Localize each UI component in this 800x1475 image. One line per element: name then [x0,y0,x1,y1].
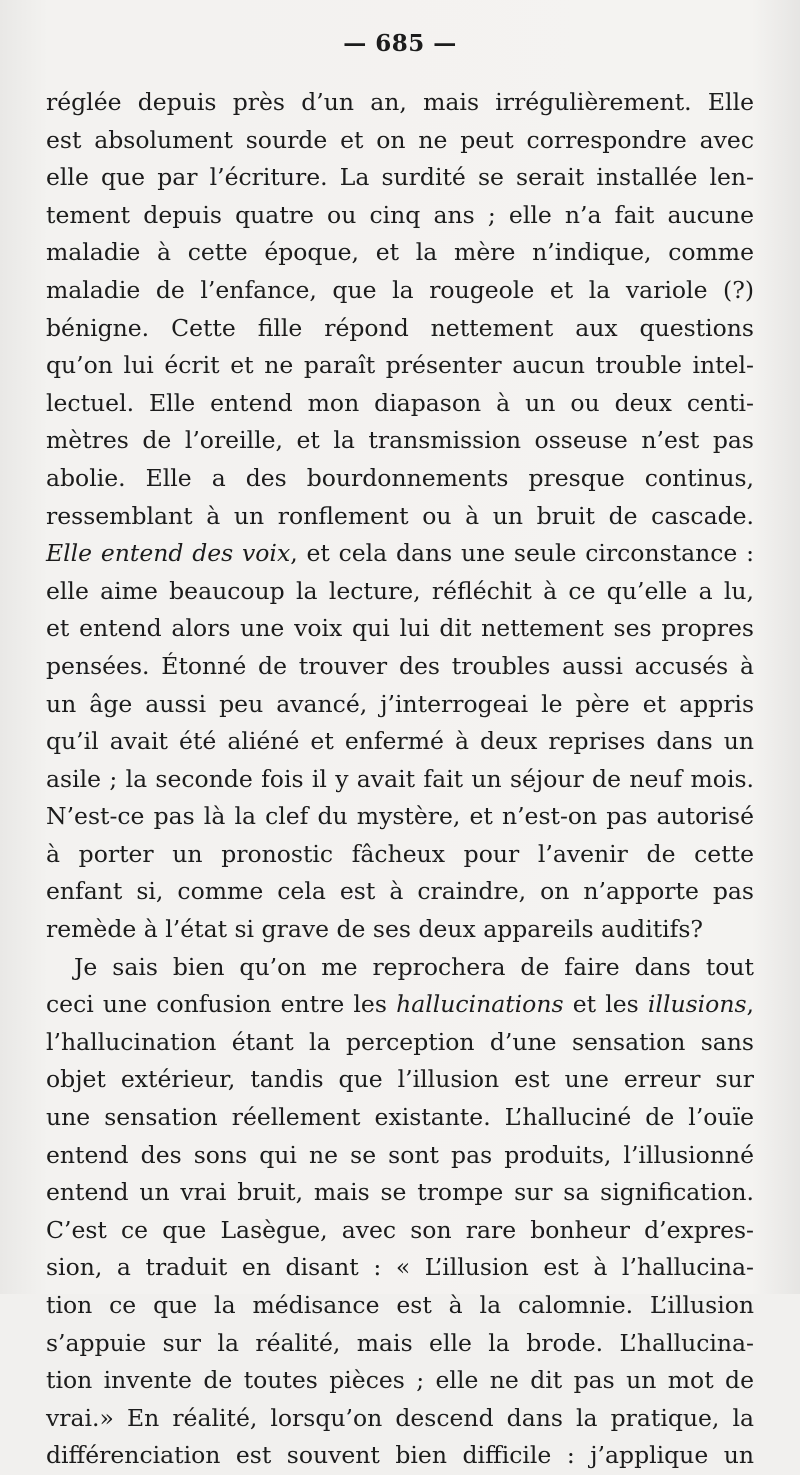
text-line: l’hallucination étant la perception d’une sensation sans [46,1027,754,1056]
text-line: tion ce que la médisance est à la calomnie. L’illusion [46,1291,754,1319]
text-line: bénigne. Cette fille répond nettement aux questions [46,313,754,342]
text-line: objet extérieur, tandis que l’illusion est une erreur sur [46,1065,754,1094]
page-number: — 685 — [343,30,457,57]
text-run: ceci une confusion entre les [46,990,397,1019]
text-line: maladie à cette époque, et la mère n’indique, comme [46,238,754,267]
text-line: sion, a traduit en disant : « L’illusion est à l’hallucina- [46,1253,754,1282]
body-text [46,84,754,1475]
text-line-mixed [46,535,754,573]
italic-term: illusions [647,990,747,1019]
text-line: elle aime beaucoup la lecture, réfléchit à ce qu’elle a lu, [46,576,754,605]
text-line: C’est ce que Lasègue, avec son rare bonheur d’expres- [46,1215,754,1244]
text-line: tion invente de toutes pièces ; elle ne dit pas un mot de [46,1366,754,1395]
text-line: pensées. Étonné de trouver des troubles aussi accusés à [46,651,754,680]
text-line: asile ; la seconde fois il y avait fait un séjour de neuf mois. [46,764,754,793]
text-line: réglée depuis près d’un an, mais irrégulièrement. Elle [46,88,754,116]
text-run: , [746,990,754,1019]
text-line: différenciation est souvent bien difficile : j’applique un [46,1441,754,1470]
italic-term: hallucinations [396,990,564,1019]
text-line: entend des sons qui ne se sont pas produits, l’illusionné [46,1140,754,1169]
text-line: et entend alors une voix qui lui dit nettement ses propres [46,614,754,643]
paragraph-last-line: remède à l’état si grave de ses deux appareils auditifs? [46,915,704,944]
text-line: enfant si, comme cela est à craindre, on n’apporte pas [46,877,754,906]
text-line: qu’il avait été aliéné et enfermé à deux reprises dans un [46,727,754,756]
text-line: abolie. Elle a des bourdonnements presque continus, [46,463,754,492]
text-line: est absolument sourde et on ne peut correspondre avec [46,125,754,154]
text-line: ressemblant à un ronflement ou à un bruit de cascade. [46,501,754,530]
text-line: tement depuis quatre ou cinq ans ; elle n’a fait aucune [46,200,754,229]
text-run: , et cela dans une seule circonstance : [290,539,754,568]
text-line: qu’on lui écrit et ne paraît présenter aucun trouble intel- [46,351,754,380]
text-line: à porter un pronostic fâcheux pour l’avenir de cette [46,839,754,868]
text-line: un âge aussi peu avancé, j’interrogeai le père et appris [46,689,754,718]
paragraph-first-line: Je sais bien qu’on me reprochera de faire dans tout [74,952,754,981]
italic-phrase: Elle entend des voix [46,539,291,568]
text-run: et les [563,990,648,1019]
text-line: s’appuie sur la réalité, mais elle la brode. L’hallucina- [46,1328,754,1357]
text-line: N’est-ce pas là la clef du mystère, et n’est-on pas autorisé [46,802,754,831]
text-line: entend un vrai bruit, mais se trompe sur sa signification. [46,1178,754,1207]
text-line: lectuel. Elle entend mon diapason à un ou deux centi- [46,388,754,417]
text-line: une sensation réellement existante. L’halluciné de l’ouïe [46,1103,754,1132]
text-line: elle que par l’écriture. La surdité se serait installée len- [46,163,754,192]
text-line: vrai.» En réalité, lorsqu’on descend dans la pratique, la [46,1403,754,1432]
text-line-mixed [46,986,754,1024]
text-line: maladie de l’enfance, que la rougeole et la variole (?) [46,275,754,304]
text-line: mètres de l’oreille, et la transmission osseuse n’est pas [46,426,754,455]
